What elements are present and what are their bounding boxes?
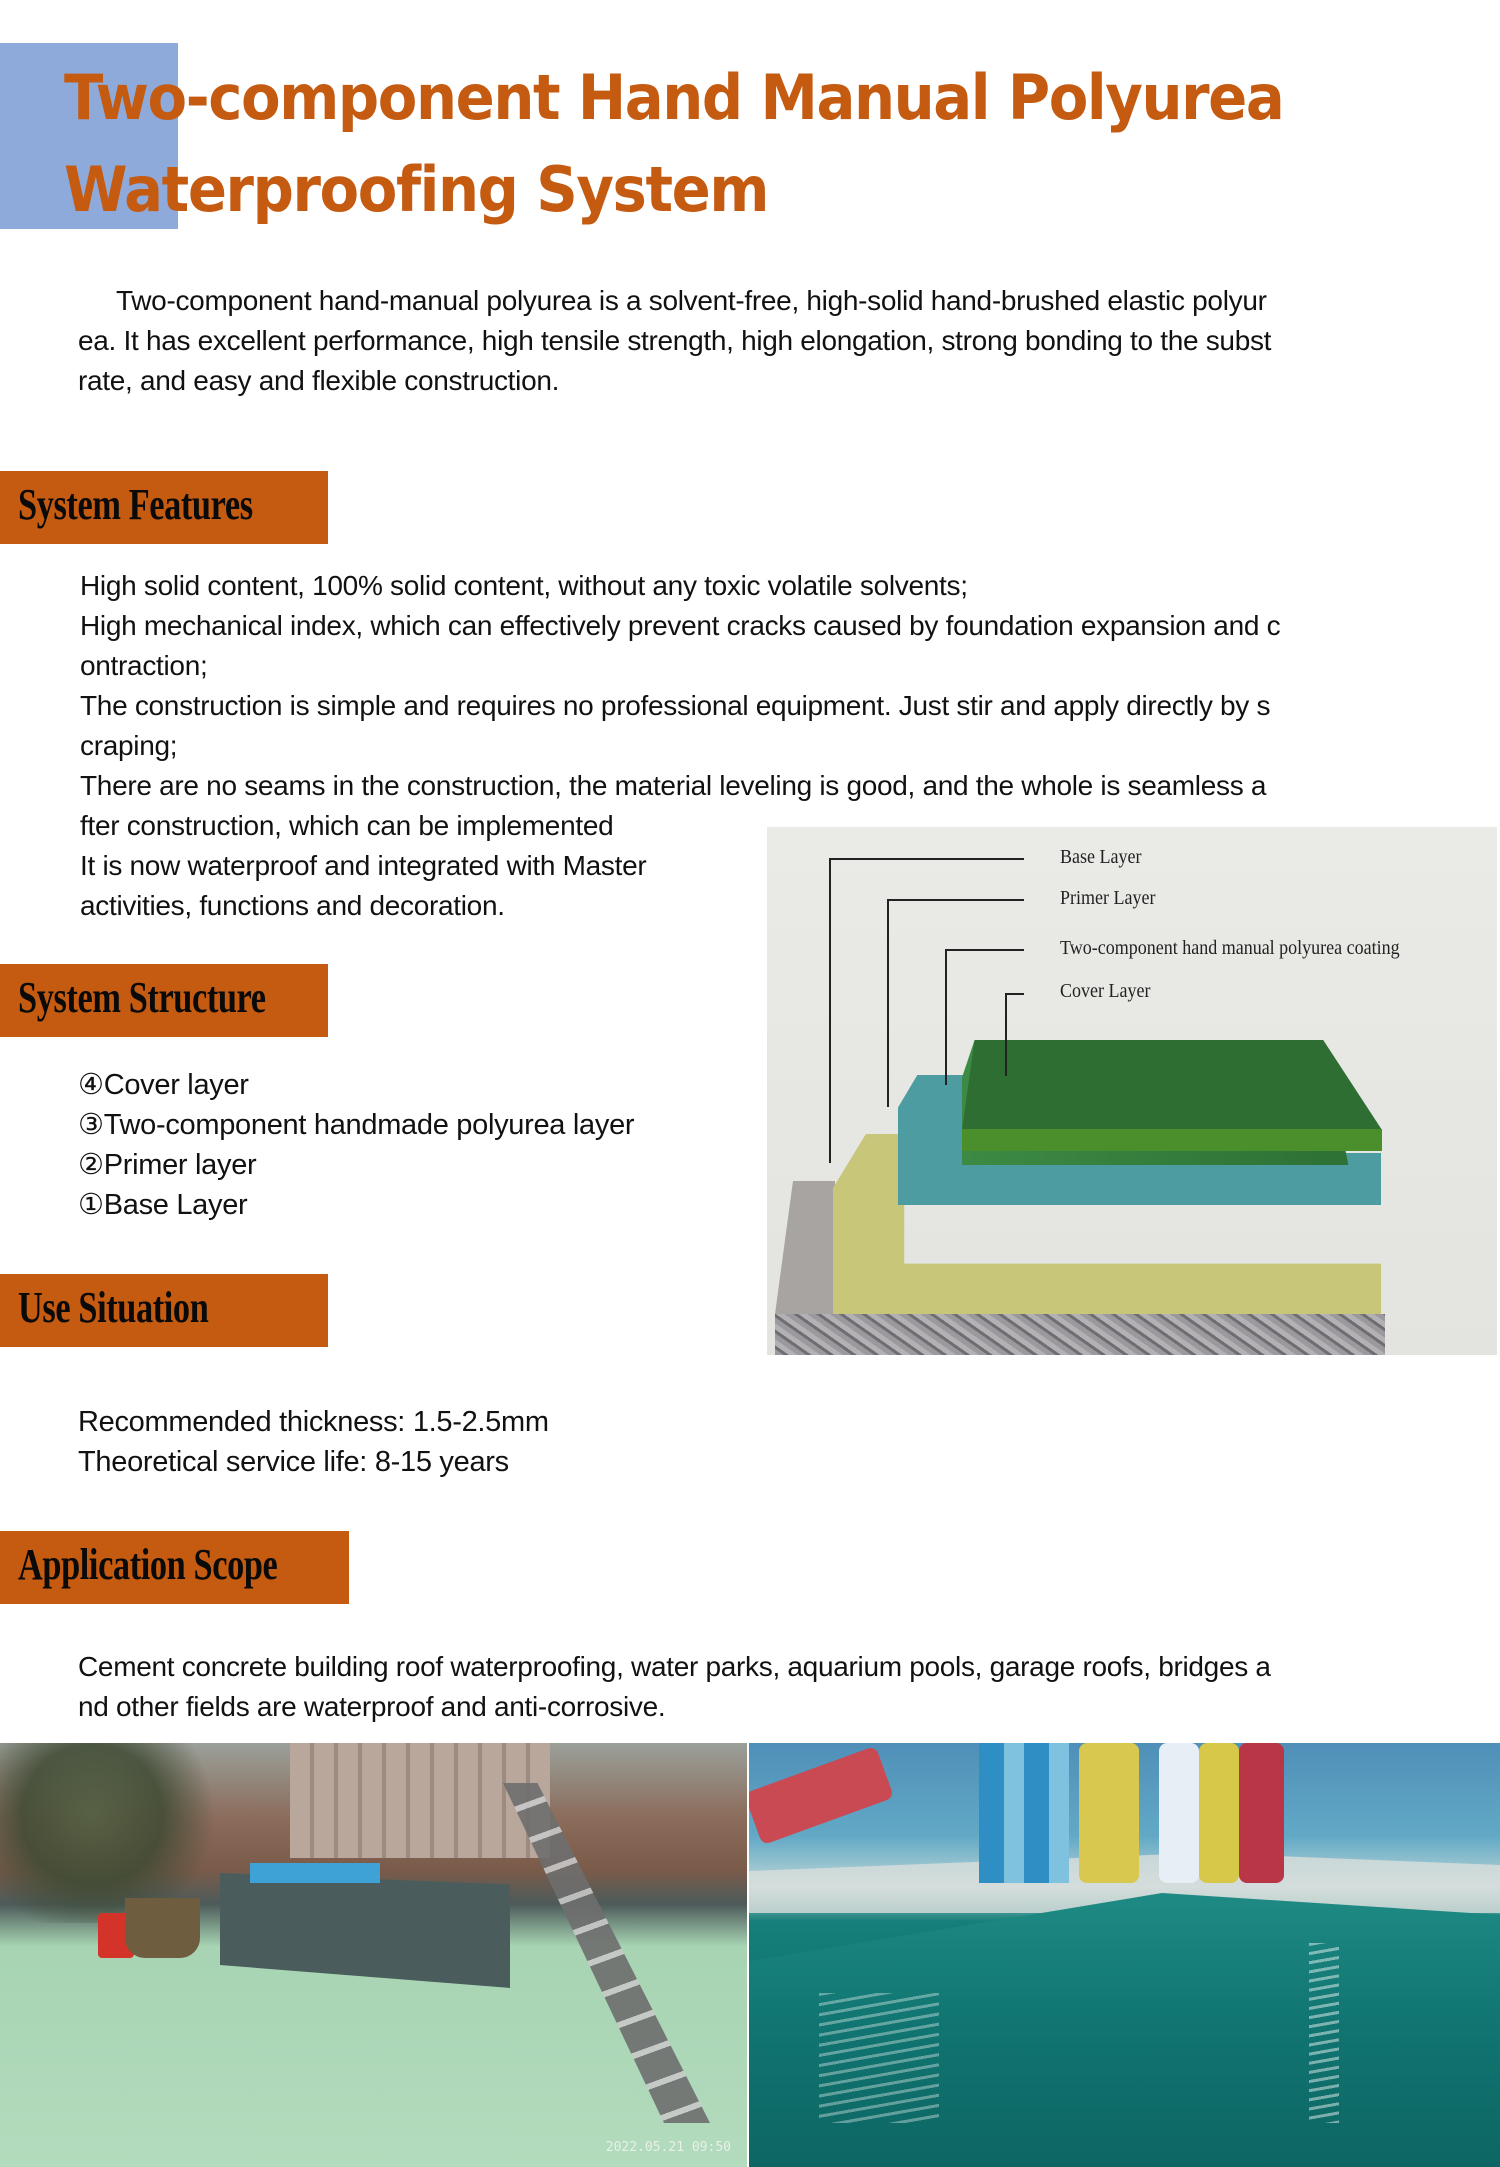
scope-line: Cement concrete building roof waterproofing, water parks, aquarium pools, garage roofs, bridges a (78, 1651, 1271, 1682)
intro-paragraph (78, 281, 1418, 401)
leader-line-base-v (829, 858, 831, 1163)
intro-line: ea. It has excellent performance, high tensile strength, high elongation, strong bonding to the subst (78, 325, 1272, 356)
yellow-slide (1079, 1743, 1139, 1883)
blue-ledge (250, 1863, 380, 1883)
water-reflection (819, 1993, 939, 2123)
parapet-wall (220, 1873, 510, 1988)
yellow-slide-2 (1199, 1743, 1239, 1883)
water-park-pool-photo (749, 1743, 1500, 2167)
structure-item: ②Primer layer (78, 1149, 257, 1181)
feature-line: There are no seams in the construction, the material leveling is good, and the whole is seamless a (80, 770, 1267, 801)
structure-list (78, 1065, 778, 1225)
leader-line-base (829, 858, 1024, 860)
section-heading: System Features (18, 480, 253, 529)
section-heading: Use Situation (18, 1283, 209, 1332)
leader-line-polyurea-v (945, 949, 947, 1085)
structure-item: ④Cover layer (78, 1069, 249, 1101)
diagram-label-base: Base Layer (1060, 846, 1142, 868)
red-slide (1239, 1743, 1284, 1883)
layer-structure-diagram (767, 827, 1497, 1355)
cover-layer-edge (962, 1129, 1382, 1151)
title-line-2: Waterproofing System (64, 153, 769, 226)
plants (0, 1743, 230, 1923)
page-title (64, 52, 1366, 236)
scope-line: nd other fields are waterproof and anti-corrosive. (78, 1691, 666, 1722)
section-heading: Application Scope (18, 1540, 278, 1589)
feature-line: fter construction, which can be implemented (80, 810, 614, 841)
section-heading: System Structure (18, 973, 266, 1022)
leader-line-polyurea (945, 949, 1024, 951)
water-reflection (1309, 1943, 1339, 2123)
feature-line: ontraction; (80, 650, 208, 681)
feature-line: It is now waterproof and integrated with Master (80, 850, 647, 881)
feature-line: craping; (80, 730, 178, 761)
flower-pot (125, 1898, 200, 1958)
section-banner-scope (0, 1531, 349, 1604)
leader-line-primer (887, 899, 1024, 901)
leader-line-primer-v (887, 899, 889, 1107)
intro-line: rate, and easy and flexible construction. (78, 365, 560, 396)
concrete-layer (775, 1314, 1385, 1355)
feature-line: The construction is simple and requires no professional equipment. Just stir and apply directly by s (80, 690, 1271, 721)
rooftop-application-photo (0, 1743, 747, 2167)
feature-line: High solid content, 100% solid content, without any toxic volatile solvents; (80, 570, 968, 601)
white-slide (1159, 1743, 1199, 1883)
section-banner-features (0, 471, 328, 544)
diagram-label-primer: Primer Layer (1060, 887, 1156, 909)
structure-item: ③Two-component handmade polyurea layer (78, 1109, 635, 1141)
cover-layer-top (962, 1040, 1382, 1130)
diagram-label-polyurea: Two-component hand manual polyurea coating (1060, 937, 1400, 959)
photo-timestamp: 2022.05.21 09:50 (605, 2140, 731, 2155)
feature-line: activities, functions and decoration. (80, 890, 505, 921)
leader-line-cover-v (1005, 993, 1007, 1076)
structure-item: ①Base Layer (78, 1189, 248, 1221)
title-line-1: Two-component Hand Manual Polyurea (64, 61, 1284, 134)
use-line-service-life: Theoretical service life: 8-15 years (78, 1446, 509, 1478)
intro-line: Two-component hand-manual polyurea is a solvent-free, high-solid hand-brushed elastic polyur (116, 285, 1267, 316)
leader-line-cover (1005, 993, 1024, 995)
base-layer (775, 1181, 835, 1314)
red-tube-slide (749, 1746, 894, 1846)
section-banner-structure (0, 964, 328, 1037)
diagram-label-cover: Cover Layer (1060, 980, 1151, 1002)
feature-line: High mechanical index, which can effectively prevent cracks caused by foundation expansion and c (80, 610, 1281, 641)
use-details (78, 1402, 778, 1482)
scope-paragraph (78, 1647, 1418, 1727)
use-line-thickness: Recommended thickness: 1.5-2.5mm (78, 1406, 549, 1438)
buildings-background (290, 1743, 550, 1858)
blue-columns (979, 1743, 1069, 1883)
section-banner-use (0, 1274, 328, 1347)
